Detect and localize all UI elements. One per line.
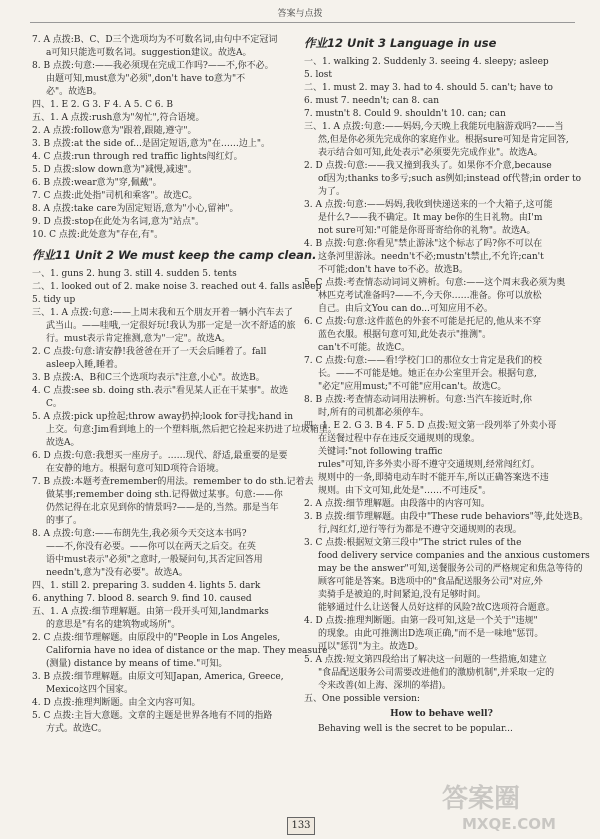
text-line: 5. lost (304, 70, 332, 80)
text-line: 4. D 点拨:推理判断题。由全文内容可知。 (32, 698, 201, 708)
running-header: 答案与点拨 (277, 9, 323, 19)
section-title: 作业11 Unit 2 We must keep the camp clean. (32, 248, 317, 262)
text-line: 故选A。 (46, 438, 80, 448)
text-line: (测量) distance by means of time."可知。 (46, 659, 228, 669)
text-line: 二、1. looked out of 2. make noise 3. reached out 4. falls asleep (32, 282, 322, 292)
text-line: 五、1. A 点拨:rush意为"匆忙",符合语境。 (32, 113, 205, 123)
text-line: 林匹克考试准备吗?——不,今天你……准备。你可以放松 (318, 291, 542, 301)
text-line: 仍然记得在北京见到你的情景吗?——是的,当然。那是当年 (46, 503, 279, 513)
text-line: a可知只能选可数名词。suggestion建议。故选A。 (46, 48, 252, 58)
text-line: 3. B 点拨:at the side of...是固定短语,意为"在……边上"。 (32, 139, 270, 149)
text-line: 四、1. E 2. G 3. B 4. F 5. D 点拨:短文第一段列举了外卖小哥 (304, 421, 557, 431)
text-line: 3. B 点拨:细节理解题。由原文可知Japan, America, Greece, (32, 672, 284, 682)
text-line: 3. A 点拨:句意:——妈妈,我收到快递送来的一个大箱子,这可能 (304, 200, 553, 210)
text-line: 8. A 点拨:take care为固定短语,意为"小心,留神"。 (32, 204, 239, 214)
text-line: 必"。故选B。 (46, 87, 102, 97)
text-line: 由题可知,must意为"必须",don't have to意为"不 (46, 74, 246, 84)
text-line: "必定"应用must;"不可能"应用can't。故选C。 (318, 382, 507, 392)
text-line: rules"可知,许多外卖小哥不遵守交通规则,经常闯红灯。 (318, 460, 540, 470)
text-line: of因为;thanks to多亏;such as例如;instead of代替;in order to (318, 174, 582, 184)
text-line: 5. C 点拨:主旨大意题。文章的主题是世界各地有不同的指路 (32, 711, 273, 721)
text-line: 四、1. still 2. preparing 3. sudden 4. lights 5. dark (32, 581, 261, 591)
text-line: 令来改善(如上海、深圳的举措)。 (318, 681, 452, 691)
text-line: 3. B 点拨:A、B和C三个选项均表示"注意,小心"。故选B。 (32, 373, 265, 383)
text-line: 卖骑手是被迫的,时间紧迫,没有足够时间。 (318, 590, 486, 600)
text-line: 2. C 点拨:细节理解题。由原段中的"People in Los Angeles, (32, 633, 281, 643)
text-line: 三、1. A 点拨:句意:——上周末我和五个朋友开着一辆小汽车去了 (32, 308, 293, 318)
text-line: Mexico这四个国家。 (46, 685, 133, 695)
text-line: 能够通过什么让送餐人员好这样的风险?故C选项符合题意。 (318, 603, 555, 613)
text-line: 2. A 点拨:细节理解题。由段落中的内容可知。 (304, 499, 490, 509)
text-line: 在送餐过程中存在违反交通规则的现象。 (318, 434, 481, 444)
text-line: 顾客可能是答案。B选项中的"食品配送服务公司"对应,外 (318, 577, 543, 587)
watermark-text: 答案圈 (442, 784, 521, 814)
text-line: 为了。 (318, 187, 346, 197)
text-line: 5. tidy up (32, 295, 76, 305)
text-line: 7. C 点拨:句意:——看!学校门口的那位女士肯定是我们的校 (304, 356, 542, 366)
text-line: 表示结合如可知,此处表示"必须要先完成作业"。故选A。 (318, 148, 543, 158)
text-line: 上交。句意:Jim看到地上的一个塑料瓶,然后把它捡起来扔进了垃圾箱里。 (46, 425, 337, 435)
text-line: 自己。由后文You can do...可知应用不必。 (318, 304, 493, 314)
text-line: How to behave well? (390, 709, 493, 719)
text-line: 5. D 点拨:slow down意为"减慢,减速"。 (32, 165, 197, 175)
section-title: 作业12 Unit 3 Language in use (304, 36, 497, 50)
text-line: 语中must表示"必须"之意时,一般疑问句,其否定回答用 (46, 555, 263, 565)
text-line: 是什么?——我不确定。It may be你的生日礼物。由I'm (318, 213, 543, 223)
text-line: 7. A 点拨:B、C、D三个选项均为不可数名词,由句中不定冠词 (32, 35, 278, 45)
page-number: 133 (287, 817, 315, 835)
text-line: 6. anything 7. blood 8. search 9. find 10. caused (32, 594, 252, 604)
text-line: 4. B 点拨:句意:你看见"禁止游泳"这个标志了吗?你不可以在 (304, 239, 543, 249)
text-line: 三、1. A 点拨:句意:——妈妈,今天晚上我能玩电脑游戏吗?——当 (304, 122, 564, 132)
text-line: 五、One possible version: (304, 694, 420, 704)
text-line: 在安静的地方。根据句意可知D项符合语境。 (46, 464, 225, 474)
text-line: 6. C 点拨:句意:这件蓝色的外套不可能是托尼的,他从来不穿 (304, 317, 542, 327)
text-line: 5. A 点拨:短文第四段给出了解决这一问题的一些措施,如建立 (304, 655, 547, 665)
text-line: 方式。故选C。 (46, 724, 107, 734)
text-line: 的意思是"有名的建筑物或场所"。 (46, 620, 181, 630)
text-line: can't不可能。故选C。 (318, 343, 411, 353)
text-line: 7. B 点拨:本题考查remember的用法。remember to do sth.记着去 (32, 477, 314, 487)
text-line: not sure可知:"可能是你哥哥寄给你的礼物"。故选A。 (318, 226, 536, 236)
text-line: 武当山。——哇哦,一定很好玩!我认为那一定是一次不舒适的旅 (46, 321, 296, 331)
text-line: 规则。由下文可知,此处是"……不可违反"。 (318, 486, 492, 496)
text-line: 8. A 点拨:句意:——布朗先生,我必须今天交这本书吗? (32, 529, 247, 539)
text-line: 可以"惩罚"为主。故选D。 (318, 642, 424, 652)
text-line: 3. B 点拨:细节理解题。由段中"These rude behaviors"等,此处选B。 (304, 512, 589, 522)
text-line: may be the answer"可知,送餐服务公司的严格规定和焦急等待的 (318, 564, 583, 574)
text-line: 的事了。 (46, 516, 83, 526)
text-line: 不可能;don't have to不必。故选B。 (318, 265, 469, 275)
text-line: 9. D 点拨:stop在此处为名词,意为"站点"。 (32, 217, 205, 227)
text-line: 8. B 点拨:考查情态动词用法辨析。句意:当汽车接近时,你 (304, 395, 532, 405)
watermark-logo (422, 777, 592, 835)
text-line: 5. C 点拨:考查情态动词词义辨析。句意:——这个周末我必须为奥 (304, 278, 566, 288)
text-line: 4. C 点拨:run through red traffic lights闯红灯。 (32, 152, 243, 162)
text-line: "食品配送服务公司需要改进他们的激励机制",并采取一定的 (318, 668, 555, 678)
text-line: 7. mustn't 8. Could 9. shouldn't 10. can; can (304, 109, 506, 119)
text-line: 3. C 点拨:根据短文第三段中"The strict rules of the (304, 538, 522, 548)
text-line: 时,所有的司机都必须停车。 (318, 408, 429, 418)
text-line: 5. A 点拨:pick up捡起;throw away扔掉;look for寻找;hand in (32, 412, 294, 422)
text-line: 7. C 点拨:此处指"司机和乘客"。故选C。 (32, 191, 198, 201)
text-line: 2. A 点拨:follow意为"跟着,跟随,遵守"。 (32, 126, 197, 136)
text-line: 长。——不可能是她。她正在办公室里开会。根据句意, (318, 369, 537, 379)
text-line: 做某事;remember doing sth.记得做过某事。句意:——你 (46, 490, 283, 500)
text-line: asleep入睡,睡着。 (46, 360, 124, 370)
header-divider (30, 22, 575, 23)
text-line: 二、1. must 2. may 3. had to 4. should 5. can't; have to (304, 83, 553, 93)
text-line: 这条河里游泳。needn't不必;mustn't禁止,不允许;can't (318, 252, 544, 262)
text-line: needn't,意为"没有必要"。故选A。 (46, 568, 188, 578)
text-line: C。 (46, 399, 62, 409)
text-line: food delivery service companies and the anxious customers (318, 551, 590, 561)
text-line: 一、1. walking 2. Suddenly 3. seeing 4. sleepy; asleep (304, 57, 549, 67)
text-line: 2. D 点拨:句意:——我又撞到我头了。如果你不介意,because (304, 161, 552, 171)
text-line: 8. B 点拨:句意:——我必须现在完成工作吗?——不,你不必。 (32, 61, 274, 71)
text-line: 10. C 点拨:此处意为"存在,有"。 (32, 230, 164, 240)
text-line: 然,但是你必须先完成你的家庭作业。根据sure可知是肯定回答, (318, 135, 569, 145)
text-line: 的现象。由此可推测出D选项正确,"而不是一味地"惩罚。 (318, 629, 544, 639)
text-line: 6. must 7. needn't; can 8. can (304, 96, 440, 106)
text-line: 蓝色衣服。根据句意可知,此处表示"推测"。 (318, 330, 492, 340)
text-line: 2. C 点拨:句意:请安静!我爸爸在开了一天会后睡着了。fall (32, 347, 267, 357)
text-line: 关键词:"not following traffic (318, 447, 443, 457)
text-line: 四、1. E 2. G 3. F 4. A 5. C 6. B (32, 100, 173, 110)
text-line: Behaving well is the secret to be popular... (318, 724, 513, 734)
text-line: 行。must表示肯定推测,意为"一定"。故选A。 (46, 334, 231, 344)
text-line: California have no idea of distance or the map. They measure (46, 646, 328, 656)
text-line: 6. B 点拨:wear意为"穿,佩戴"。 (32, 178, 162, 188)
text-line: 行,闯红灯,逆行等行为都是不遵守交通规则的表现。 (318, 525, 522, 535)
text-line: 五、1. A 点拨:细节理解题。由第一段开头可知,landmarks (32, 607, 269, 617)
text-line: 规则中的一条,即骑电动车时不能开车,所以正确答案选不违 (318, 473, 549, 483)
text-line: 6. D 点拨:句意:我想买一座房子。……现代、舒适,最重要的是要 (32, 451, 288, 461)
right-column (304, 34, 590, 736)
watermark-url: MXQE.COM (462, 815, 556, 833)
text-line: 一、1. guns 2. hung 3. still 4. sudden 5. tents (32, 269, 237, 279)
text-line: 4. C 点拨:see sb. doing sth.表示"看见某人正在干某事"。故选 (32, 386, 289, 396)
text-line: 4. D 点拨:推理判断题。由第一段可知,这是一个关于"违规" (304, 616, 538, 626)
text-line: ——不,你没有必要。——你可以在两天之后交。在英 (46, 542, 256, 552)
